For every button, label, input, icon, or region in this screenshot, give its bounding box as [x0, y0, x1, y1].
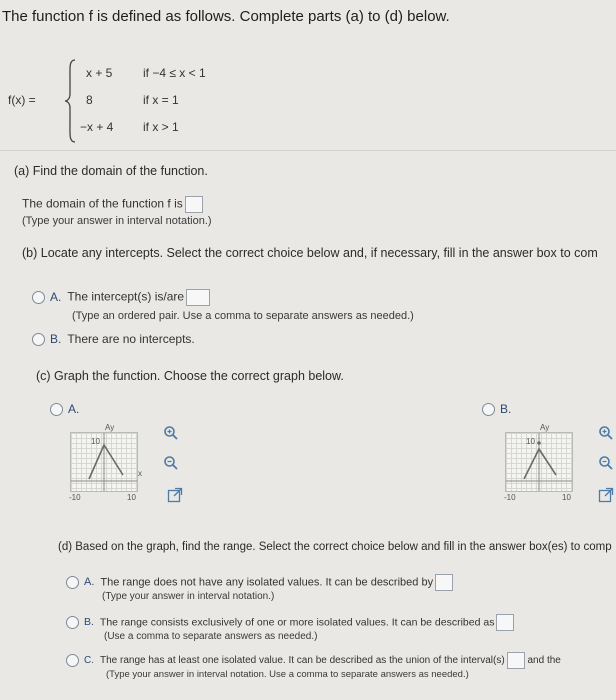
part-b-option-a-text: The intercept(s) is/are — [67, 289, 185, 304]
intercepts-answer-box[interactable] — [186, 289, 210, 306]
piece-2-expr: 8 — [86, 93, 93, 107]
part-c-option-b-label: B. — [500, 402, 512, 416]
part-d-option-b-radio[interactable] — [66, 616, 79, 629]
zoom-in-icon[interactable] — [163, 425, 179, 441]
graph-a-tick-left: -10 — [69, 493, 81, 502]
part-d-option-b-hint: (Use a comma to separate answers as needed.) — [104, 631, 318, 642]
brace-icon — [64, 58, 76, 144]
part-a-prompt-text: The domain of the function f is — [22, 196, 183, 211]
problem-title: The function f is defined as follows. Complete parts (a) to (d) below. — [2, 8, 450, 25]
graph-b — [504, 423, 573, 502]
part-d-option-c[interactable] — [66, 652, 561, 669]
part-b-option-b-label: B. — [50, 332, 62, 346]
part-d-option-a-text: The range does not have any isolated values. It can be described by — [100, 576, 434, 589]
part-b-option-a-hint: (Type an ordered pair. Use a comma to separate answers as needed.) — [72, 310, 414, 322]
part-b-option-a-radio[interactable] — [32, 291, 45, 304]
piece-1-cond: if −4 ≤ x < 1 — [143, 66, 206, 80]
range-union-box[interactable] — [507, 652, 525, 669]
graph-a-tick-top: 10 — [91, 437, 100, 446]
part-d-question: (d) Based on the graph, find the range. Select the correct choice below and fill in the answer box(es) to comp — [58, 541, 612, 553]
graph-a — [69, 423, 142, 502]
graph-a-x-axis-label: x — [138, 469, 142, 478]
zoom-in-icon[interactable] — [598, 425, 614, 441]
part-c-option-a-label: A. — [68, 402, 80, 416]
graph-a-y-axis-label: Ay — [105, 423, 115, 432]
part-b-option-a[interactable] — [32, 289, 210, 306]
part-a-prompt — [22, 196, 203, 213]
zoom-out-icon[interactable] — [598, 455, 614, 471]
part-b-option-b[interactable] — [32, 332, 195, 346]
piece-3-expr: −x + 4 — [80, 120, 114, 134]
part-d-option-b[interactable] — [66, 614, 514, 631]
part-c-option-a-radio[interactable] — [50, 403, 63, 416]
part-d-option-a-radio[interactable] — [66, 576, 79, 589]
graph-a-tick-right: 10 — [127, 493, 136, 502]
part-d-option-b-label: B. — [84, 616, 94, 629]
part-c-option-a[interactable] — [50, 402, 85, 416]
part-d-option-a[interactable] — [66, 574, 453, 591]
graph-b-y-axis-label: Ay — [540, 423, 550, 432]
graph-b-plot — [506, 433, 572, 491]
piece-1-expr: x + 5 — [86, 66, 113, 80]
part-d-option-c-radio[interactable] — [66, 654, 79, 667]
piece-2-cond: if x = 1 — [143, 93, 179, 107]
divider — [0, 150, 616, 151]
graph-b-tick-right: 10 — [562, 493, 571, 502]
function-lhs: f(x) = — [8, 93, 36, 107]
zoom-out-icon[interactable] — [163, 455, 179, 471]
expand-icon[interactable] — [598, 487, 614, 503]
part-d-option-c-tail: and the — [527, 655, 561, 667]
graph-b-tick-left: -10 — [504, 493, 516, 502]
part-b-question: (b) Locate any intercepts. Select the correct choice below and, if necessary, fill in the answer box to com — [22, 246, 598, 260]
range-interval-box[interactable] — [435, 574, 453, 591]
part-d-option-c-hint: (Type your answer in interval notation. Use a comma to separate answers as needed.) — [106, 669, 469, 680]
piece-3-cond: if x > 1 — [143, 120, 179, 134]
part-b-option-b-text: There are no intercepts. — [67, 332, 195, 346]
part-d-option-b-text: The range consists exclusively of one or more isolated values. It can be described as — [99, 616, 495, 629]
part-d-option-a-label: A. — [84, 576, 95, 589]
part-c-question: (c) Graph the function. Choose the correct graph below. — [36, 369, 344, 383]
graph-a-plot — [71, 433, 137, 491]
part-d-option-a-hint: (Type your answer in interval notation.) — [102, 591, 275, 602]
part-c-option-b[interactable] — [482, 402, 517, 416]
part-b-option-b-radio[interactable] — [32, 333, 45, 346]
part-b-option-a-label: A. — [50, 289, 62, 304]
part-a-question: (a) Find the domain of the function. — [14, 164, 208, 178]
graph-b-tick-top: 10 — [526, 437, 535, 446]
part-a-hint: (Type your answer in interval notation.) — [22, 215, 212, 227]
part-d-option-c-label: C. — [84, 655, 94, 667]
range-isolated-box[interactable] — [496, 614, 514, 631]
part-c-option-b-radio[interactable] — [482, 403, 495, 416]
expand-icon[interactable] — [167, 487, 183, 503]
domain-answer-box[interactable] — [185, 196, 203, 213]
part-d-option-c-text: The range has at least one isolated value. It can be described as the union of the interval(s) — [100, 655, 505, 667]
